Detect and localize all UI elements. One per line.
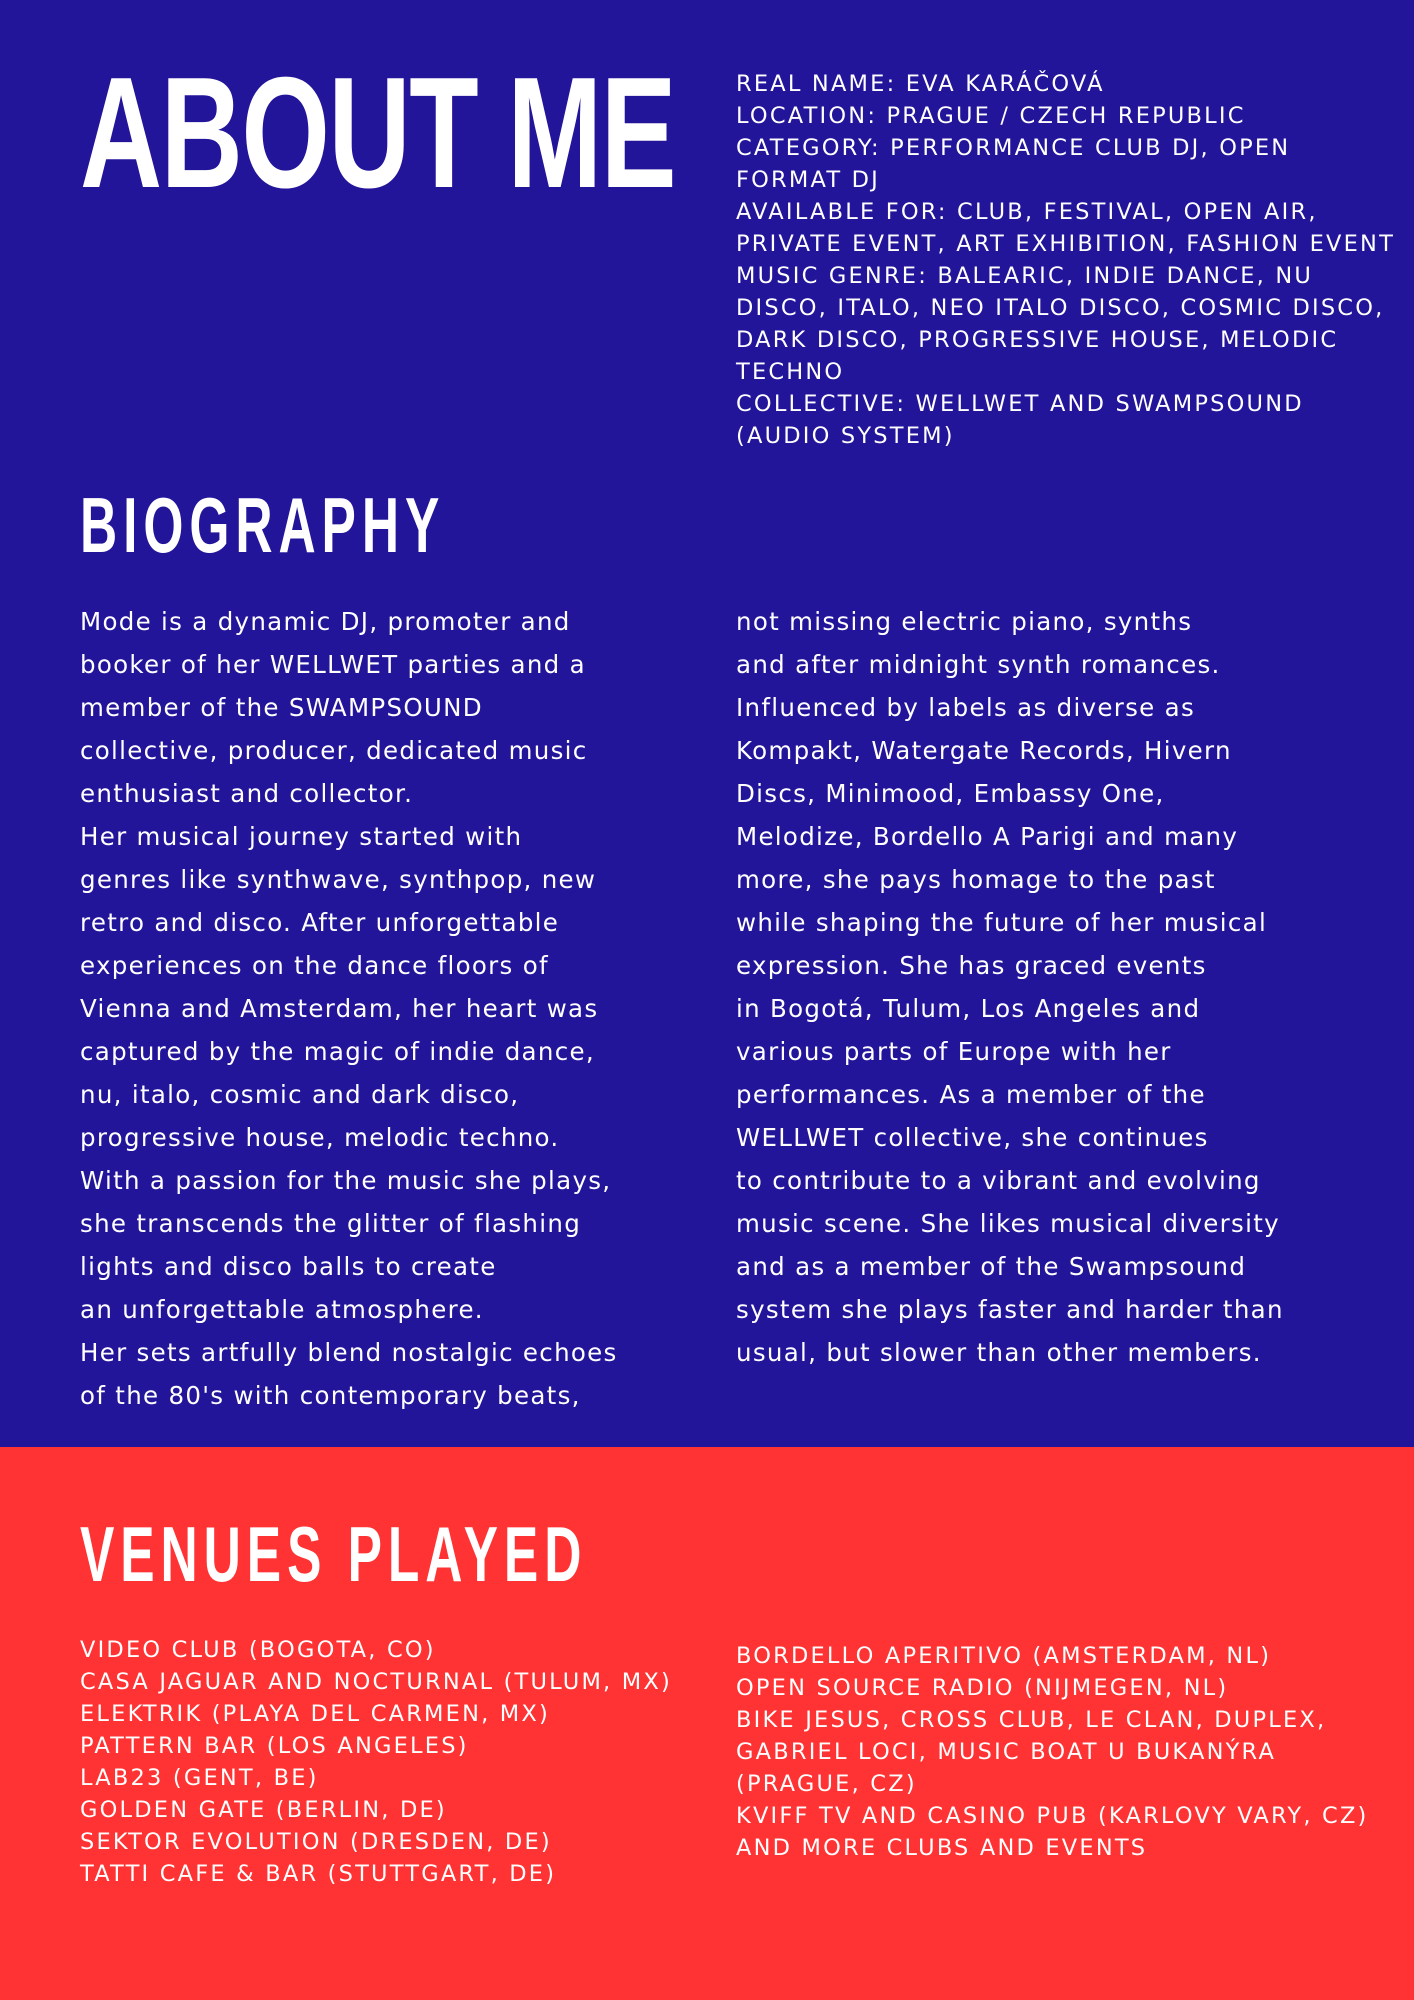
- info-location: LOCATION: PRAGUE / CZECH REPUBLIC: [736, 103, 1246, 129]
- venues-left-list: [80, 1634, 720, 1890]
- bio-line: in Bogotá, Tulum, Los Angeles and: [736, 994, 1201, 1023]
- bio-line: progressive house, melodic techno.: [80, 1123, 560, 1152]
- venue-item: SEKTOR EVOLUTION (DRESDEN, DE): [80, 1829, 552, 1855]
- bio-line: and as a member of the Swampsound: [736, 1252, 1247, 1281]
- venue-item: CASA JAGUAR AND NOCTURNAL (TULUM, MX): [80, 1669, 672, 1695]
- info-available-for: AVAILABLE FOR: CLUB, FESTIVAL, OPEN AIR, PRIVATE EVENT, ART EXHIBITION, FASHION EVENT: [736, 199, 1396, 257]
- bio-line: genres like synthwave, synthpop, new: [80, 865, 597, 894]
- bio-line: lights and disco balls to create: [80, 1252, 497, 1281]
- venue-item: PATTERN BAR (LOS ANGELES): [80, 1733, 469, 1759]
- bio-line: expression. She has graced events: [736, 951, 1207, 980]
- venue-item: BIKE JESUS, CROSS CLUB, LE CLAN, DUPLEX, GABRIEL LOCI, MUSIC BOAT U BUKANÝRA (PRAGUE, CZ): [736, 1707, 1327, 1797]
- about-me-title: ABOUT ME: [80, 45, 676, 221]
- bio-line: usual, but slower than other members.: [736, 1338, 1262, 1367]
- bio-line: member of the SWAMPSOUND: [80, 693, 483, 722]
- venue-item: VIDEO CLUB (BOGOTA, CO): [80, 1637, 436, 1663]
- bio-line: enthusiast and collector.: [80, 779, 414, 808]
- bio-line: not missing electric piano, synths: [736, 607, 1193, 636]
- venue-item: GOLDEN GATE (BERLIN, DE): [80, 1797, 447, 1823]
- bio-line: Melodize, Bordello A Parigi and many: [736, 822, 1239, 851]
- info-real-name: REAL NAME: EVA KARÁČOVÁ: [736, 71, 1105, 97]
- bio-line: an unforgettable atmosphere.: [80, 1295, 484, 1324]
- bio-line: she transcends the glitter of flashing: [80, 1209, 582, 1238]
- bio-line: experiences on the dance floors of: [80, 951, 549, 980]
- bio-line: while shaping the future of her musical: [736, 908, 1268, 937]
- biography-right-column: [736, 600, 1284, 1374]
- venue-item: LAB23 (GENT, BE): [80, 1765, 319, 1791]
- bio-line: Vienna and Amsterdam, her heart was: [80, 994, 599, 1023]
- biography-heading: BIOGRAPHY: [80, 481, 446, 569]
- bio-line: With a passion for the music she plays,: [80, 1166, 612, 1195]
- info-category: CATEGORY: PERFORMANCE CLUB DJ, OPEN FORMAT DJ: [736, 135, 1291, 193]
- venue-item: OPEN SOURCE RADIO (NIJMEGEN, NL): [736, 1675, 1229, 1701]
- bio-line: nu, italo, cosmic and dark disco,: [80, 1080, 520, 1109]
- bio-line: booker of her WELLWET parties and a: [80, 650, 586, 679]
- venues-right-list: [736, 1640, 1396, 1864]
- bio-line: system she plays faster and harder than: [736, 1295, 1284, 1324]
- info-music-genre: MUSIC GENRE: BALEARIC, INDIE DANCE, NU DISCO, ITALO, NEO ITALO DISCO, COSMIC DISCO, DARK DISCO, PROGRESSIVE HOUSE, MELODIC TECHNO: [736, 263, 1385, 385]
- bio-line: Influenced by labels as diverse as: [736, 693, 1196, 722]
- bio-line: and after midnight synth romances.: [736, 650, 1221, 679]
- bio-line: Her sets artfully blend nostalgic echoes: [80, 1338, 618, 1367]
- venue-item: AND MORE CLUBS AND EVENTS: [736, 1835, 1148, 1861]
- bio-line: music scene. She likes musical diversity: [736, 1209, 1280, 1238]
- bio-line: Kompakt, Watergate Records, Hivern: [736, 736, 1232, 765]
- venue-item: ELEKTRIK (PLAYA DEL CARMEN, MX): [80, 1701, 551, 1727]
- venues-played-heading: VENUES PLAYED: [80, 1510, 588, 1598]
- bio-line: retro and disco. After unforgettable: [80, 908, 560, 937]
- bio-line: WELLWET collective, she continues: [736, 1123, 1209, 1152]
- bio-line: various parts of Europe with her: [736, 1037, 1172, 1066]
- profile-info-list: [736, 68, 1396, 452]
- bio-line: Her musical journey started with: [80, 822, 523, 851]
- bio-line: collective, producer, dedicated music: [80, 736, 588, 765]
- venue-item: KVIFF TV AND CASINO PUB (KARLOVY VARY, CZ): [736, 1803, 1369, 1829]
- bio-line: Mode is a dynamic DJ, promoter and: [80, 607, 571, 636]
- biography-left-column: [80, 600, 618, 1417]
- venue-item: BORDELLO APERITIVO (AMSTERDAM, NL): [736, 1643, 1272, 1669]
- bio-line: performances. As a member of the: [736, 1080, 1206, 1109]
- venue-item: TATTI CAFE & BAR (STUTTGART, DE): [80, 1861, 557, 1887]
- bio-line: captured by the magic of indie dance,: [80, 1037, 595, 1066]
- bio-line: to contribute to a vibrant and evolving: [736, 1166, 1261, 1195]
- info-collective: COLLECTIVE: WELLWET AND SWAMPSOUND (AUDIO SYSTEM): [736, 391, 1304, 449]
- bio-line: more, she pays homage to the past: [736, 865, 1216, 894]
- bio-line: Discs, Minimood, Embassy One,: [736, 779, 1165, 808]
- bio-line: of the 80's with contemporary beats,: [80, 1381, 581, 1410]
